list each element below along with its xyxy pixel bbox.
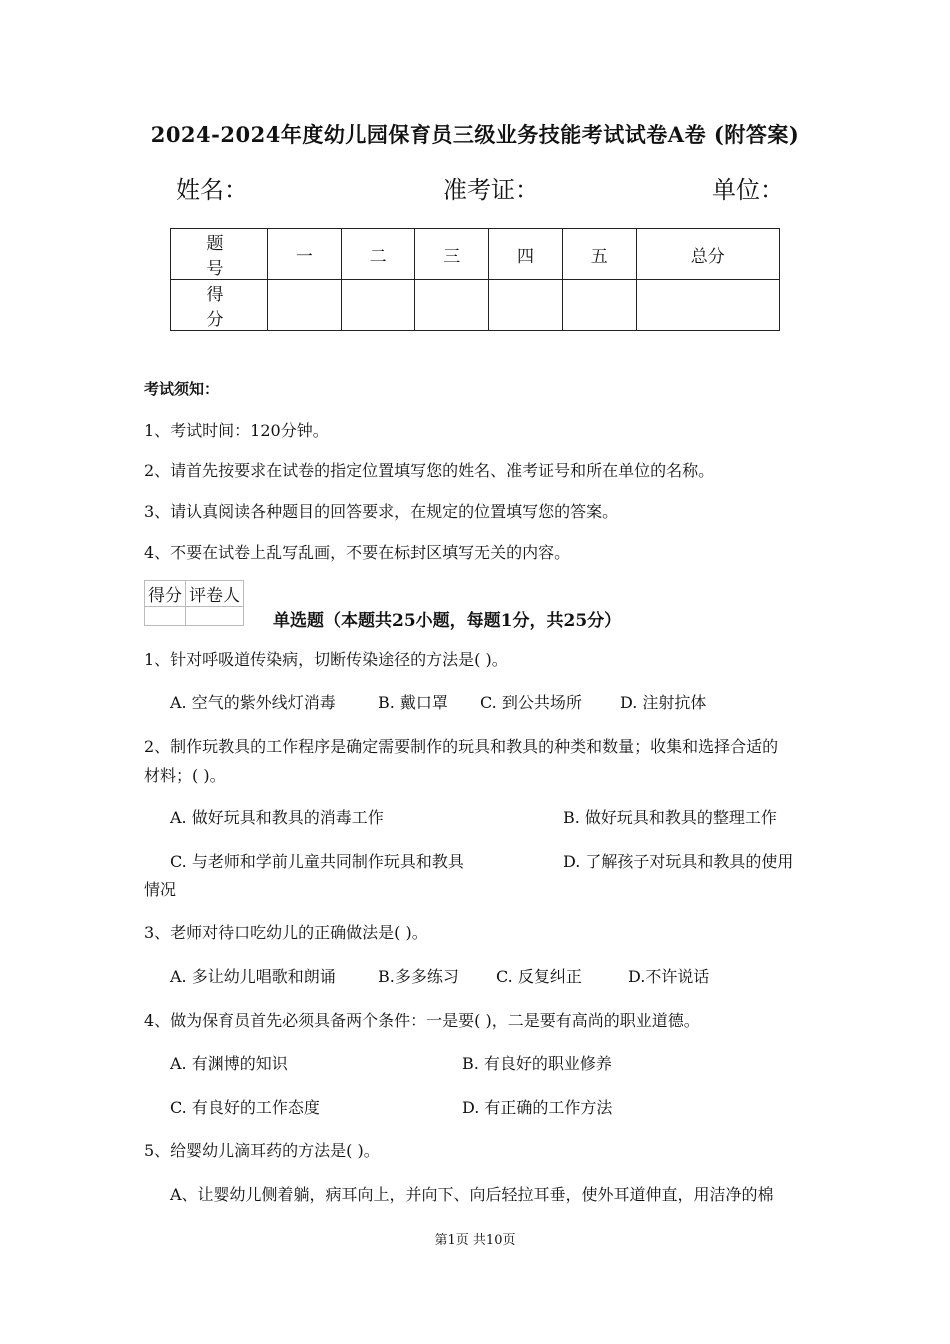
score-cell-1[interactable]	[268, 280, 342, 331]
question-1-option-c: C. 到公共场所	[480, 693, 582, 712]
score-table-score-row	[171, 280, 780, 331]
score-cell-5[interactable]	[562, 280, 636, 331]
question-3-option-b: B.多多练习	[378, 967, 459, 986]
question-2-option-c: C. 与老师和学前儿童共同制作玩具和教具	[170, 852, 464, 871]
question-5-option-a: A、让婴幼儿侧着躺，病耳向上，并向下、向后轻拉耳垂，使外耳道伸直，用洁净的棉	[170, 1185, 774, 1204]
score-cell-total[interactable]	[636, 280, 779, 331]
question-1-option-d: D. 注射抗体	[620, 693, 707, 712]
question-2-option-d: D. 了解孩子对玩具和教具的使用	[563, 852, 794, 871]
grader-score-cell[interactable]	[145, 607, 186, 626]
name-field-label: 姓名：	[176, 176, 248, 204]
question-3-option-a: A. 多让幼儿唱歌和朗诵	[170, 967, 336, 986]
question-4-option-a: A. 有渊博的知识	[170, 1054, 288, 1073]
notice-item-1: 1、考试时间：120分钟。	[144, 421, 329, 440]
question-3-stem: 3、老师对待口吃幼儿的正确做法是( )。	[144, 923, 428, 942]
grader-name-label: 评卷人	[186, 581, 244, 607]
column-header-2: 二	[341, 229, 415, 280]
page-footer: 第1页 共10页	[434, 1233, 516, 1248]
exam-id-field-label: 准考证：	[443, 176, 539, 204]
notice-item-2: 2、请首先按要求在试卷的指定位置填写您的姓名、准考证号和所在单位的名称。	[144, 461, 715, 480]
column-header-3: 三	[415, 229, 489, 280]
unit-field-label: 单位：	[712, 176, 784, 204]
column-header-5: 五	[562, 229, 636, 280]
score-cell-2[interactable]	[341, 280, 415, 331]
question-4-option-d: D. 有正确的工作方法	[462, 1098, 613, 1117]
notice-item-4: 4、不要在试卷上乱写乱画，不要在标封区填写无关的内容。	[144, 543, 571, 562]
question-1-stem: 1、针对呼吸道传染病，切断传染途径的方法是( )。	[144, 650, 508, 669]
question-2-stem-line-1: 2、制作玩教具的工作程序是确定需要制作的玩具和教具的种类和数量；收集和选择合适的	[144, 737, 779, 756]
question-1-option-a: A. 空气的紫外线灯消毒	[170, 693, 336, 712]
row-header-score: 得 分	[171, 280, 268, 331]
question-2-option-d-wrap: 情况	[144, 880, 177, 899]
score-cell-3[interactable]	[415, 280, 489, 331]
question-4-stem: 4、做为保育员首先必须具备两个条件：一是要( )，二是要有高尚的职业道德。	[144, 1011, 700, 1030]
section-heading: 单选题（本题共25小题，每题1分，共25分）	[273, 611, 622, 631]
column-header-total: 总分	[636, 229, 779, 280]
question-4-option-c: C. 有良好的工作态度	[170, 1098, 320, 1117]
score-table	[170, 228, 780, 331]
question-3-option-d: D.不许说话	[628, 967, 710, 986]
question-3-option-c: C. 反复纠正	[496, 967, 582, 986]
grader-box	[144, 580, 244, 626]
column-header-1: 一	[268, 229, 342, 280]
notice-item-3: 3、请认真阅读各种题目的回答要求，在规定的位置填写您的答案。	[144, 502, 619, 521]
question-1-option-b: B. 戴口罩	[378, 693, 448, 712]
question-5-stem: 5、给婴幼儿滴耳药的方法是( )。	[144, 1141, 380, 1160]
grader-name-cell[interactable]	[186, 607, 244, 626]
question-2-option-b: B. 做好玩具和教具的整理工作	[563, 808, 777, 827]
exam-title: 2024-2024年度幼儿园保育员三级业务技能考试试卷A卷 (附答案)	[150, 122, 800, 147]
question-2-option-a: A. 做好玩具和教具的消毒工作	[170, 808, 384, 827]
grader-score-label: 得分	[145, 581, 186, 607]
score-cell-4[interactable]	[489, 280, 563, 331]
notice-heading: 考试须知：	[144, 380, 220, 398]
score-table-header-row	[171, 229, 780, 280]
row-header-question-number: 题 号	[171, 229, 268, 280]
column-header-4: 四	[489, 229, 563, 280]
question-2-stem-line-2: 材料；( )。	[144, 766, 226, 785]
question-4-option-b: B. 有良好的职业修养	[462, 1054, 612, 1073]
